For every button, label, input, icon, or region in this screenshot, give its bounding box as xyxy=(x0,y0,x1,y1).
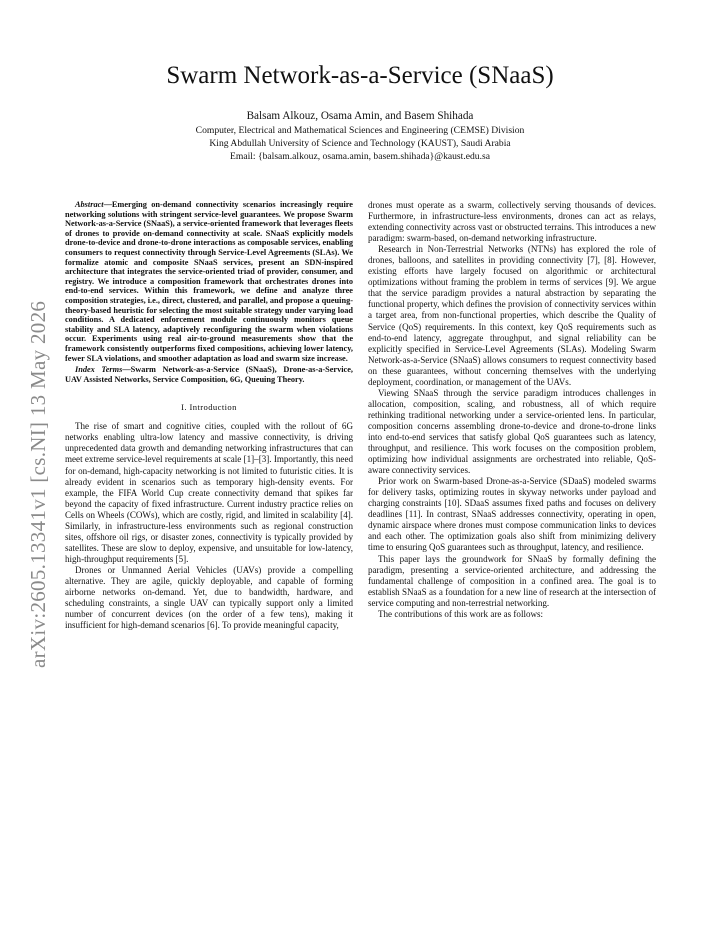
right-column xyxy=(368,200,656,620)
affiliation xyxy=(0,124,720,163)
left-column xyxy=(65,200,353,631)
paragraph: Drones or Unmanned Aerial Vehicles (UAVs) provide a compelling alternative. They are agile, quickly deployable, and capable of forming airborne networks on-demand. Yet, due to bandwidth, hardware, and scheduling constraints, a single UAV can typically support only a limited number of concurrent devices (on the order of a few tens), making it insufficient for high-demand scenarios [6]. To provide meaningful capacity, xyxy=(65,564,353,631)
index-terms-lead: Index Terms xyxy=(75,365,123,375)
affiliation-line: Computer, Electrical and Mathematical Sciences and Engineering (CEMSE) Division xyxy=(195,125,525,136)
paragraph: Prior work on Swarm-based Drone-as-a-Service (SDaaS) modeled swarms for delivery tasks, optimizing routes in skyway networks under payload and charging constraints [10]. SDaaS assumes fixed paths and focuses on delivery deadlines [11]. In contrast, SNaaS addresses connectivity, operating in open, dynamic airspace where drones must compose communication links to devices and each other. The optimization goals also shift from minimizing delivery time to ensuring QoS guarantees such as throughput, latency, and resilience. xyxy=(368,476,656,553)
index-terms xyxy=(65,365,353,384)
paragraph: Viewing SNaaS through the service paradigm introduces challenges in allocation, composition, scaling, and robustness, all of which require rethinking traditional networking under a service-oriented lens. In particular, composition concerns assembling drone-to-device and drone-to-drone links into end-to-end services that satisfy global QoS guarantees such as latency, throughput, and resilience. This work focuses on the composition problem, optimizing how individual assignments are orchestrated into reliable, QoS-aware connectivity services. xyxy=(368,387,656,476)
abstract-lead: Abstract xyxy=(75,200,104,209)
paragraph: Research in Non-Terrestrial Networks (NTNs) has explored the role of drones, balloons, and satellites in providing connectivity [7], [8]. However, existing efforts have largely focused on algorithmic or architectural optimizations without framing the problem in terms of services [9]. We argue that the service paradigm provides a natural abstraction by separating the functional property, which defines the provision of connectivity services within a target area, from non-functional properties, which describe the Quality of Service (QoS) requirements. In this context, key QoS requirements such as end-to-end latency, aggregate throughput, and signal reliability can be explicitly specified in Service-Level Agreements (SLAs). Modeling Swarm Network-as-a-Service (SNaaS) allows consumers to request connectivity based on these guarantees, without concerning themselves with the underlying deployment, coordination, or management of the UAVs. xyxy=(368,244,656,387)
section-heading-introduction: I. Introduction xyxy=(181,402,237,413)
abstract-text: —Emerging on-demand connectivity scenarios increasingly require networking solutions with stringent service-level guarantees. We propose Swarm Network-as-a-Service (SNaaS), a service-oriented framework that leverages fleets of drones to provide on-demand connectivity at scale. SNaaS explicitly models drone-to-device and drone-to-drone interactions as composable services, enabling consumers to request connectivity through Service-Level Agreements (SLAs). We formalize atomic and composite SNaaS services, present an SDN-inspired architecture that integrates the service-oriented triad of provider, consumer, and registry. We introduce a composition framework that orchestrates drones into end-to-end services. Within this framework, we define and analyze three composition strategies, i.e., direct, clustered, and parallel, and propose a queuing-theory-based heuristic for selecting the most suitable strategy under varying load conditions. A dedicated enforcement module continuously monitors queue stability and SLA latency, adaptively reconfiguring the swarm when violations occur. Experiments using real air-to-ground measurements show that the framework consistently outperforms fixed compositions, achieving lower latency, fewer SLA violations, and smoother adaptation as load and swarm size increase. xyxy=(65,200,353,363)
paragraph-continued: drones must operate as a swarm, collectively serving thousands of devices. Furthermore, in infrastructure-less environments, drones can act as relays, extending connectivity across vast or obstructed terrains. This introduces a new paradigm: swarm-based, on-demand networking infrastructure. xyxy=(368,200,656,244)
author-list: Balsam Alkouz, Osama Amin, and Basem Shihada xyxy=(246,110,474,122)
index-terms-text: —Swarm Network-as-a-Service (SNaaS), Drone-as-a-Service, UAV Assisted Networks, Service Composition, 6G, Queuing Theory. xyxy=(65,365,353,384)
arxiv-watermark: arXiv:2605.13341v1 [cs.NI] 13 May 2026 xyxy=(26,300,50,668)
paragraph: The contributions of this work are as follows: xyxy=(378,608,544,619)
paragraph: This paper lays the groundwork for SNaaS by formally defining the paradigm, presenting a service-oriented architecture, and addressing the fundamental challenge of composition in a confined area. The goal is to establish SNaaS as a foundation for a new line of research at the intersection of service computing and non-terrestrial networking. xyxy=(368,553,656,608)
email-line: Email: {balsam.alkouz, osama.amin, basem.shihada}@kaust.edu.sa xyxy=(230,151,490,162)
paper-title: Swarm Network-as-a-Service (SNaaS) xyxy=(166,62,554,89)
affiliation-line: King Abdullah University of Science and Technology (KAUST), Saudi Arabia xyxy=(209,138,511,149)
abstract xyxy=(65,200,353,363)
paragraph: The rise of smart and cognitive cities, coupled with the rollout of 6G networks enabling ultra-low latency and massive connectivity, is driving unprecedented data growth and demanding networking infrastructures that can meet extreme service-level requirements at scale [1]–[3]. Importantly, this need for on-demand, high-capacity networking is not limited to futuristic cities. It is already evident in scenarios such as temporary high-density events. For example, the FIFA World Cup create connectivity demand that spikes far beyond the capacity of fixed infrastructure. Current industry practice relies on Cells on Wheels (COWs), which are costly, rigid, and limited in scalability [4]. Similarly, in infrastructure-less environments such as regional construction sites, offshore oil rigs, or disaster zones, connectivity is typically provided by satellites. These are slow to deploy, expensive, and unsuitable for low-latency, high-throughput requirements [5]. xyxy=(65,421,353,564)
